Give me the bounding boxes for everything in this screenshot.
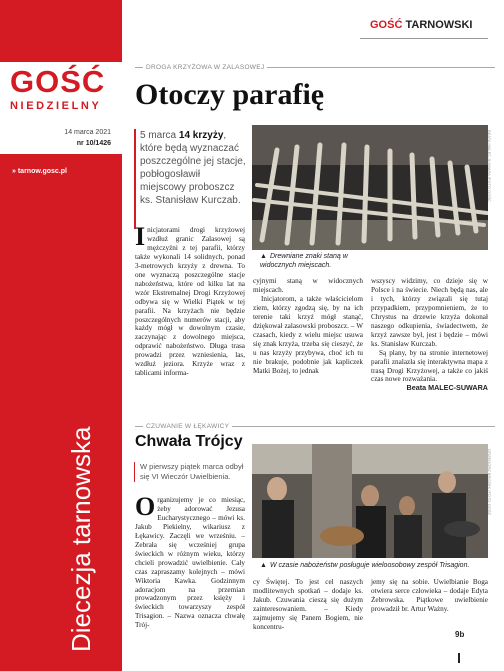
logo-box: [0, 62, 122, 126]
triangle-icon: ▲: [260, 562, 267, 569]
drop-cap-2: O: [135, 492, 156, 521]
photo-caption-1: [260, 253, 360, 270]
photo-credit-1: BEATA MALEC-SUWARA /FOTO GOŚĆ: [487, 130, 492, 202]
brand-black: TARNOWSKI: [405, 19, 473, 31]
issue-date: 14 marca 2021: [64, 129, 111, 136]
caption-text-1: Drewniane znaki staną w widocznych miejscach.: [260, 253, 348, 269]
article2-kicker: CZUWANIE W ŁĘKAWICY: [143, 423, 232, 430]
issue-box: [0, 126, 122, 154]
caption-text-2: W czasie nabożeństw posługuje wieloosobowy zespół Trisagion.: [269, 562, 470, 569]
article1-col1-text: nicjatorami drogi krzyżowej wzdłuż granic Zalasowej są mężczyźni z tej parafii, którzy także wykonali 14 solidnych, ponad 3-metrowych krzyży z drewna. To one wyznaczą poszczególne stacje nabożeństwa, które od kilku lat na wzór Ekstremalnej Drogi Krzyżowej odbywa się w Wielki Piątek w tej parafii. Na krzyżach nie będzie poszczególnych numerów stacji, aby każdy mógł w dowolnym czasie, zaczynając z dowolnego miejsca, odprawić nabożeństwo. Długa trasa prowadzi przez wzniesienia, las, wzdłuż jeziora. Krzyże wraz z tablicami informa-: [135, 226, 245, 378]
vertical-section-title: Diecezja tarnowska: [66, 426, 96, 652]
logo-subtitle: NIEDZIELNY: [10, 100, 102, 112]
article2-col1-text: rganizujemy je co miesiąc, żeby adorować Jezusa Eucharystycznego – mówi ks. Jakub Piekielny, wikariusz z Łękawicy. Zaczęli we wrześniu. – Zebrała się wcześniej grupa świeckich w różnym wieku, którzy chcieli prowadzić uwielbienie. Cały czas zapraszamy kolejnych – mówi Wiktoria Kawka. Godzinnym adoracjom na przemian prowadzonym przez księży i świeckich towarzyszy zespół Trisagion. – Nazwa oznacza chwałę Trój-: [135, 496, 245, 630]
article1-col2-p2: Inicjatorom, a także właścicielom ziem, którzy zgodzą się, by na ich terenie taki krzyż mógł stanąć, dziękował zalasowski proboszcz. – W czasach, kiedy z wielu miejsc usuwa się znak krzyża, trzeba się cieszyć, że u nas krzyży przybywa, choć ich tu nie brakuje, podobnie jak kapliczek Matki Bożej, to jednak: [253, 294, 363, 375]
band-illustration: [252, 444, 488, 558]
article1-col2: [253, 277, 363, 375]
article1-kicker: DROGA KRZYŻOWA W ZALASOWEJ: [143, 64, 267, 71]
lead-text-bold: 14 krzyży: [178, 130, 224, 141]
article2-title: Chwała Trójcy: [135, 433, 243, 450]
lead-text-a: 5 marca: [140, 130, 179, 141]
page-number: 9b: [455, 630, 465, 639]
brand-red: GOŚĆ: [370, 19, 403, 31]
photo-credit-2: GRZEGORZ BROŻEK /FOTO GOŚĆ: [487, 449, 492, 516]
issue-number: nr 10/1426: [76, 140, 111, 147]
band-photo: [252, 444, 488, 558]
triangle-icon: ▲: [260, 253, 267, 260]
drop-cap-1: I: [135, 222, 146, 251]
page-corner-mark: [458, 653, 460, 663]
site-url: [12, 168, 67, 175]
article2-col3: jemy się na sobie. Uwielbianie Boga otwiera serce człowieka – dodaje Edyta Żebrowska. Piątkowe uwielbienie prowadził br. Artur Ważny.: [371, 578, 488, 613]
arrow-icon: »: [12, 168, 18, 175]
article1-title: Otoczy parafię: [135, 78, 325, 111]
header-brand: [370, 19, 472, 31]
lead-text-c: , które będą wyznaczać poszczególne jej stacje, pobłogosławił miejscowy proboszcz ks. Stanisław Kurczab.: [140, 130, 246, 206]
article2-col1: [135, 492, 245, 630]
article1-lead: [140, 129, 246, 207]
crosses-photo: [252, 125, 488, 250]
header-divider: [360, 38, 488, 39]
article2-lead: W pierwszy piątek marca odbył się VI Wieczór Uwielbienia.: [140, 462, 244, 481]
article1-col2-p1: cyjnymi staną w widocznych miejscach.: [253, 277, 363, 294]
lead-accent-bar: [134, 129, 136, 229]
article2-col2: cy Świętej. To jest cel naszych modlitewnych spotkań – dodaje ks. Jakub. Czuwania cieszą się dużym zainteresowaniem. – Kiedy zajmujemy się Panem Bogiem, nie koncentru-: [253, 578, 363, 631]
photo-caption-2: [260, 562, 486, 571]
article1-author: Beata MALEC-SUWARA: [406, 383, 488, 393]
article1-col3: [371, 277, 488, 393]
site-url-text: tarnow.gosc.pl: [17, 168, 67, 175]
crosses-illustration: [252, 125, 488, 250]
article1-col3-p1: wszyscy widzimy, co dzieje się w Polsce i na świecie. Niech będą nas, ale i tych, którzy związali się tutaj przypadkiem, przypomnieniem, że to Chrystus na drzewie krzyża dokonał naszego odkupienia, świadectwem, że krzyż zawsze był, jest i będzie – mówi ks. Stanisław Kurczab.: [371, 277, 488, 348]
lead2-accent-bar: [134, 462, 135, 482]
logo-main: GOŚĆ: [10, 64, 106, 99]
article1-col3-p2: Są plany, by na stronie internetowej parafii znalazła się interaktywna mapa z trasą Drogi Krzyżowej, a także co jakiś czas nowe rozważania.: [371, 348, 488, 384]
article1-col1: [135, 222, 245, 378]
